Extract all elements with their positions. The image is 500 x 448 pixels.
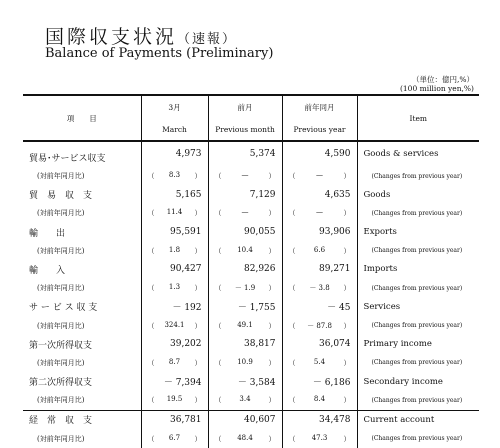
change-wrap (142, 283, 208, 293)
change-wrap (209, 208, 282, 218)
change-cell (282, 429, 357, 448)
change-wrap (209, 321, 282, 331)
table-row (23, 410, 479, 429)
row-sub-label-jp: (対前年同月比) (37, 434, 85, 443)
row-label-en: Primary income (357, 335, 479, 354)
table-row (23, 167, 479, 186)
close-paren: ） (194, 396, 202, 405)
change-cell (282, 241, 357, 260)
unit-jp: （単位：億円,%） (411, 75, 474, 84)
change-cell (141, 241, 208, 260)
open-paren: （ (147, 284, 155, 293)
close-paren: ） (343, 321, 351, 330)
unit-note (400, 75, 474, 93)
close-paren: ） (268, 358, 276, 367)
change-wrap (209, 395, 282, 405)
close-paren: ） (268, 209, 276, 218)
change-value: — (316, 208, 323, 217)
table-row (23, 335, 479, 354)
change-value: － 1.9 (234, 284, 256, 293)
open-paren: （ (147, 358, 155, 367)
table-body (23, 141, 479, 448)
change-cell (208, 204, 282, 223)
open-paren: （ (147, 321, 155, 330)
header-prev-year (282, 95, 357, 141)
header-prev-month (208, 95, 282, 141)
table-row (23, 316, 479, 335)
title-jp-sub: （速報） (177, 32, 238, 47)
value-cell: 5,165 (141, 185, 208, 204)
change-value: — (241, 171, 249, 180)
value-cell: 4,635 (282, 185, 357, 204)
open-paren: （ (147, 209, 155, 218)
value-cell: 5,374 (208, 141, 282, 167)
close-paren: ） (343, 246, 351, 255)
open-paren: （ (147, 434, 155, 443)
open-paren: （ (288, 358, 296, 367)
header-march-jp: 3月 (168, 103, 181, 112)
open-paren: （ (214, 434, 222, 443)
change-cell (282, 167, 357, 186)
value-cell: 90,427 (141, 260, 208, 279)
change-cell (282, 279, 357, 298)
change-cell (208, 167, 282, 186)
change-cell (141, 429, 208, 448)
row-label-jp: 貿 易 収 支 (29, 191, 93, 202)
change-wrap (142, 321, 208, 331)
close-paren: ） (268, 321, 276, 330)
change-value: 8.7 (168, 357, 181, 366)
close-paren: ） (343, 396, 351, 405)
change-value: 8.4 (313, 395, 326, 404)
row-sub-label-en: (Changes from previous year) (357, 167, 479, 186)
change-value: － 3.8 (309, 284, 330, 293)
change-wrap (209, 434, 282, 444)
row-sub-label-jp: (対前年同月比) (37, 396, 85, 405)
change-cell (141, 204, 208, 223)
table-row (23, 241, 479, 260)
open-paren: （ (214, 321, 222, 330)
close-paren: ） (194, 321, 202, 330)
open-paren: （ (214, 172, 222, 181)
row-sub-label-en: (Changes from previous year) (357, 429, 479, 448)
change-wrap (142, 395, 208, 405)
change-wrap (142, 434, 208, 444)
open-paren: （ (288, 209, 296, 218)
table-row (23, 204, 479, 223)
change-cell (141, 391, 208, 410)
open-paren: （ (288, 321, 296, 330)
change-wrap (142, 246, 208, 256)
balance-table (23, 94, 479, 448)
row-sub-label-jp: (対前年同月比) (37, 246, 85, 255)
close-paren: ） (343, 434, 351, 443)
value-cell: 4,590 (282, 141, 357, 167)
value-cell: 34,478 (282, 410, 357, 429)
header-prev-month-jp: 前月 (237, 103, 253, 112)
row-label-en: Services (357, 298, 479, 317)
change-wrap (283, 358, 357, 368)
open-paren: （ (288, 284, 296, 293)
header-prev-year-jp: 前年同月 (304, 103, 335, 112)
row-sub-label-en: (Changes from previous year) (357, 204, 479, 223)
close-paren: ） (194, 209, 202, 218)
row-sub-label-jp: (対前年同月比) (37, 358, 85, 367)
value-cell: 90,055 (208, 223, 282, 242)
row-label-en: Goods & services (357, 141, 479, 167)
change-wrap (142, 171, 208, 181)
change-value: 47.3 (311, 433, 328, 442)
change-cell (141, 167, 208, 186)
change-value: 5.4 (313, 357, 326, 366)
change-value: 49.1 (237, 320, 253, 329)
change-value: 19.5 (166, 395, 183, 404)
change-wrap (283, 208, 357, 218)
value-cell: 4,973 (141, 141, 208, 167)
value-cell: － 3,584 (208, 372, 282, 391)
change-value: － 87.8 (307, 321, 332, 330)
header-prev-month-en: Previous month (215, 125, 275, 134)
value-cell: － 192 (141, 298, 208, 317)
header-row (23, 95, 479, 141)
change-value: 3.4 (239, 395, 251, 404)
row-label-en: Goods (357, 185, 479, 204)
header-prev-year-en: Previous year (293, 125, 346, 134)
change-value: — (241, 208, 249, 217)
row-sub-label-jp: (対前年同月比) (37, 209, 85, 218)
change-wrap (283, 321, 357, 331)
close-paren: ） (194, 284, 202, 293)
row-sub-label-en: (Changes from previous year) (357, 316, 479, 335)
change-cell (208, 316, 282, 335)
change-wrap (283, 171, 357, 181)
value-cell: － 45 (282, 298, 357, 317)
change-wrap (209, 283, 282, 293)
row-label-jp: 輸 入 (29, 265, 66, 276)
open-paren: （ (214, 358, 222, 367)
row-sub-label-en: (Changes from previous year) (357, 354, 479, 373)
table-row (23, 223, 479, 242)
close-paren: ） (194, 434, 202, 443)
close-paren: ） (194, 246, 202, 255)
value-cell: 7,129 (208, 185, 282, 204)
change-value: 10.9 (237, 357, 253, 366)
open-paren: （ (214, 246, 222, 255)
change-wrap (209, 358, 282, 368)
row-sub-label-en: (Changes from previous year) (357, 279, 479, 298)
open-paren: （ (214, 209, 222, 218)
open-paren: （ (147, 246, 155, 255)
page-title-jp (45, 22, 237, 49)
row-label-jp: 第一次所得収支 (29, 340, 93, 351)
open-paren: （ (288, 396, 296, 405)
close-paren: ） (194, 172, 202, 181)
change-cell (282, 391, 357, 410)
header-march-en: March (162, 125, 187, 134)
close-paren: ） (268, 246, 276, 255)
close-paren: ） (343, 209, 351, 218)
unit-en: (100 million yen,%) (399, 84, 474, 93)
row-sub-label-en: (Changes from previous year) (357, 391, 479, 410)
value-cell: － 1,755 (208, 298, 282, 317)
change-value: 1.8 (168, 245, 181, 254)
value-cell: 39,202 (141, 335, 208, 354)
change-wrap (142, 358, 208, 368)
change-cell (208, 279, 282, 298)
change-value: — (316, 171, 323, 180)
close-paren: ） (343, 172, 351, 181)
header-march (141, 95, 208, 141)
change-wrap (283, 434, 357, 444)
change-value: 1.3 (168, 283, 181, 292)
value-cell: 93,906 (282, 223, 357, 242)
change-value: 11.4 (166, 208, 183, 217)
value-cell: － 6,186 (282, 372, 357, 391)
change-cell (141, 279, 208, 298)
change-wrap (142, 208, 208, 218)
open-paren: （ (214, 284, 222, 293)
row-label-jp: 第二次所得収支 (29, 378, 93, 389)
open-paren: （ (214, 396, 222, 405)
change-wrap (283, 395, 357, 405)
change-cell (208, 241, 282, 260)
change-cell (141, 316, 208, 335)
row-sub-label-jp: (対前年同月比) (37, 284, 85, 293)
close-paren: ） (268, 172, 276, 181)
value-cell: 36,074 (282, 335, 357, 354)
row-sub-label-jp: (対前年同月比) (37, 172, 85, 181)
change-value: 10.4 (237, 245, 253, 254)
close-paren: ） (268, 434, 276, 443)
row-label-en: Secondary income (357, 372, 479, 391)
row-sub-label-en: (Changes from previous year) (357, 241, 479, 260)
row-label-jp: 貿易･サービス収支 (29, 153, 106, 164)
change-cell (208, 354, 282, 373)
header-item-jp: 項 目 (23, 95, 141, 141)
open-paren: （ (147, 172, 155, 181)
change-wrap (283, 246, 357, 256)
change-value: 324.1 (164, 320, 185, 329)
change-wrap (283, 283, 357, 293)
change-value: 8.3 (168, 171, 181, 180)
value-cell: 38,817 (208, 335, 282, 354)
table-row (23, 141, 479, 167)
row-label-jp: 経 常 収 支 (23, 410, 141, 429)
open-paren: （ (288, 434, 296, 443)
row-label-jp: サ ー ビ ス 収 支 (29, 303, 98, 314)
change-cell (282, 204, 357, 223)
table-row (23, 391, 479, 410)
open-paren: （ (288, 246, 296, 255)
table-row (23, 354, 479, 373)
value-cell: 36,781 (141, 410, 208, 429)
change-value: 6.7 (168, 433, 181, 442)
value-cell: － 7,394 (141, 372, 208, 391)
close-paren: ） (343, 358, 351, 367)
value-cell: 82,926 (208, 260, 282, 279)
header-item-en: Item (357, 95, 479, 141)
table-row (23, 260, 479, 279)
row-label-en: Current account (357, 410, 479, 429)
table-row (23, 298, 479, 317)
change-cell (141, 354, 208, 373)
row-label-en: Exports (357, 223, 479, 242)
change-wrap (209, 246, 282, 256)
table-row (23, 372, 479, 391)
change-cell (208, 391, 282, 410)
value-cell: 40,607 (208, 410, 282, 429)
change-cell (282, 316, 357, 335)
close-paren: ） (343, 284, 351, 293)
row-label-jp: 輸 出 (29, 228, 66, 239)
value-cell: 89,271 (282, 260, 357, 279)
change-value: 6.6 (313, 245, 326, 254)
open-paren: （ (288, 172, 296, 181)
close-paren: ） (268, 284, 276, 293)
change-value: 48.4 (237, 433, 253, 442)
change-cell (282, 354, 357, 373)
table-row (23, 429, 479, 448)
title-jp-text: 国際収支状況 (45, 26, 178, 48)
change-cell (208, 429, 282, 448)
change-wrap (209, 171, 282, 181)
page-title-en: Balance of Payments (Preliminary) (45, 46, 274, 61)
row-label-en: Imports (357, 260, 479, 279)
open-paren: （ (147, 396, 155, 405)
table-row (23, 279, 479, 298)
value-cell: 95,591 (141, 223, 208, 242)
close-paren: ） (194, 358, 202, 367)
table-row (23, 185, 479, 204)
close-paren: ） (268, 396, 276, 405)
row-sub-label-jp: (対前年同月比) (37, 321, 85, 330)
